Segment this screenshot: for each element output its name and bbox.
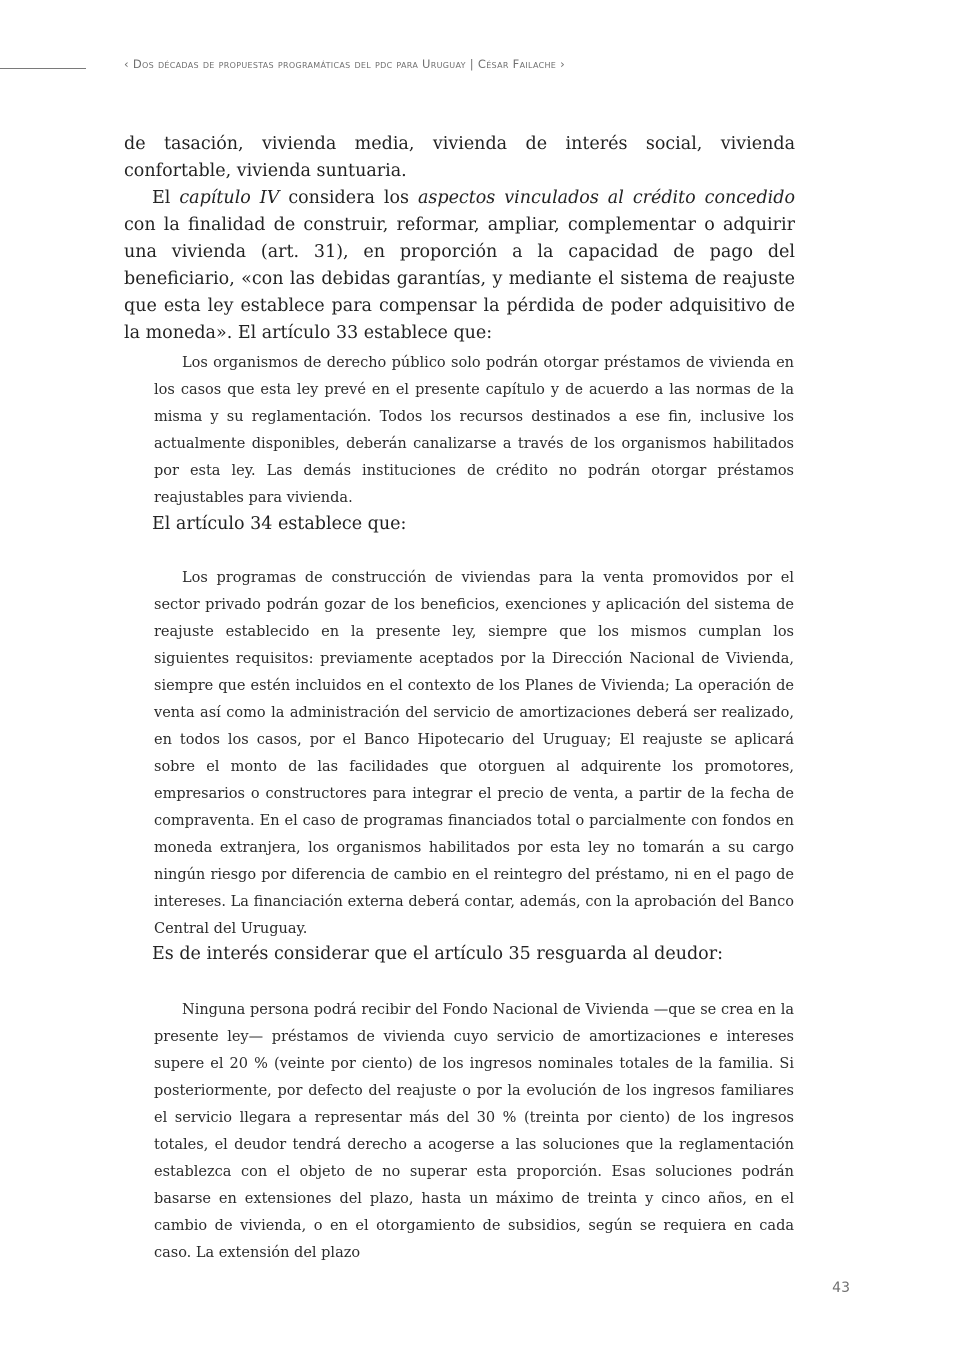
quote-article-35: Ninguna persona podrá recibir del Fondo Nacional de Vivienda —que se crea en la presente ley— préstamos de vivienda cuyo servicio de amortizaciones e intereses supere el 20 % (veinte por ciento) de los ingresos nominales totales de la familia. Si posteriormente, por defecto del reajuste o por la evolución de los ingresos familiares el servicio llegara a representar más del 30 % (treinta por ciento) de los ingresos totales, el deudor tendrá derecho a acogerse a las soluciones que la reglamentación establezca con el objeto de no superar esta proporción. Esas soluciones podrán basarse en extensiones del plazo, hasta un máximo de treinta y cinco años, en el cambio de vivienda, o en el otorgamiento de subsidios, según se requiera en cada caso. La extensión del plazo	[154, 1002, 794, 1261]
quote-article-34: Los programas de construcción de viviendas para la venta promovidos por el sector privado podrán gozar de los beneficios, exenciones y aplicación del sistema de reajuste establecido en la presente ley, siempre que los mismos cumplan los siguientes requisitos: previamente aceptados por la Dirección Nacional de Vivienda, siempre que estén incluidos en el contexto de los Planes de Vivienda; La operación de venta así como la administración del servicio de amortizaciones deberá ser realizado, en todos los casos, por el Banco Hipotecario del Uruguay; El reajuste se aplicará sobre el monto de las facilidades que otorguen al adquirente los promotores, empresarios o constructores para integrar el precio de venta, a partir de la fecha de compraventa. En el caso de programas financiados total o parcialmente con fondos en moneda extranjera, los organismos habilitados por esta ley no tomarán a su cargo ningún riesgo por diferencia de cambio en el reintegro del préstamo, ni en el pago de intereses. La financiación externa deberá contar, además, con la aprobación del Banco Central del Uruguay.	[154, 570, 794, 937]
chapter-iv-paragraph	[124, 185, 795, 347]
lead-article-34: El artículo 34 establece que:	[152, 514, 407, 534]
chapter-reference: capítulo IV	[179, 188, 280, 208]
continuation-paragraph: de tasación, vivienda media, vivienda de interés social, vivienda confortable, vivienda suntuaria.	[124, 134, 795, 181]
p2-start: El	[152, 188, 180, 208]
quote-article-33: Los organismos de derecho público solo podrán otorgar préstamos de vivienda en los casos que esta ley prevé en el presente capítulo y de acuerdo a las normas de la misma y su reglamentación. Todos los recursos destinados a ese fin, inclusive los actualmente disponibles, deberán canalizarse a través de los organismos habilitados por esta ley. Las demás instituciones de crédito no podrán otorgar préstamos reajustables para vivienda.	[154, 355, 794, 506]
body-text	[124, 131, 795, 347]
lead-article-35: Es de interés considerar que el artículo 35 resguarda al deudor:	[152, 944, 723, 964]
running-header: ‹ Dos décadas de propuestas programáticas del pdc para Uruguay | César Failache ›	[124, 57, 565, 71]
p2-mid: considera los	[279, 188, 418, 208]
credit-aspects-phrase: aspectos vinculados al crédito concedido	[417, 188, 795, 208]
page-number: 43	[832, 1280, 850, 1296]
p2-end: con la finalidad de construir, reformar, ampliar, complementar o adquirir una vivienda (art. 31), en proporción a la capacidad de pago del beneficiario, «con las debidas garantías, y mediante el sistema de reajuste que esta ley establece para compensar la pérdida de poder adquisitivo de la moneda». El artículo 33 establece que:	[124, 215, 795, 343]
header-rule	[0, 68, 86, 69]
